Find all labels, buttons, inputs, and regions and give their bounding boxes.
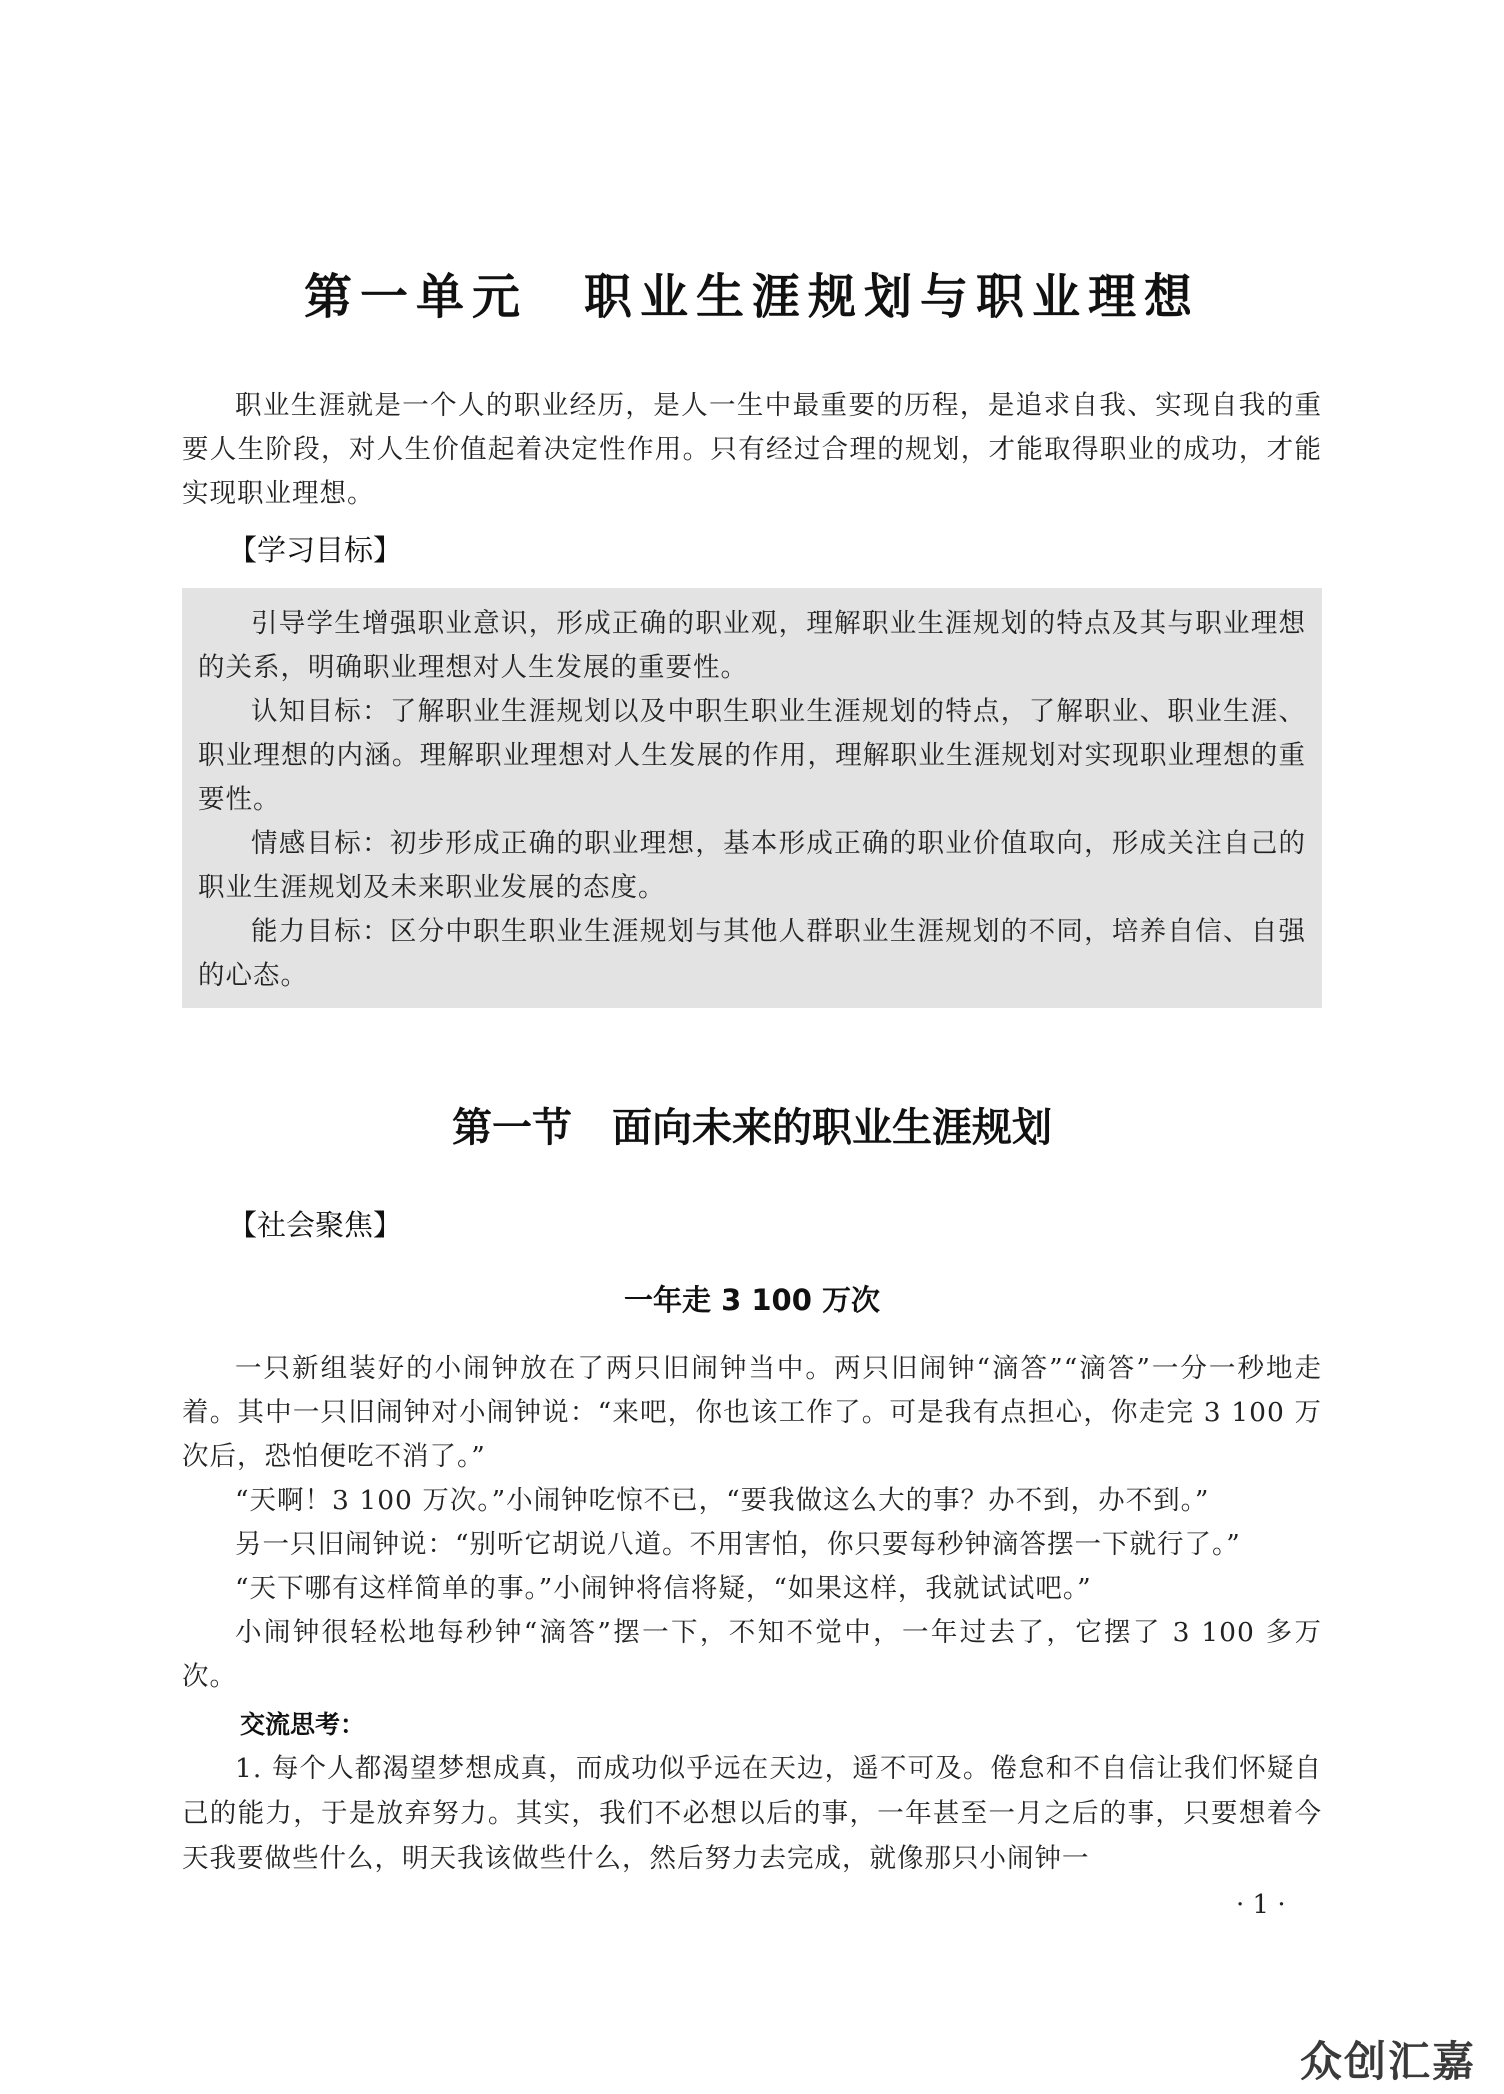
story-body <box>182 1347 1322 1699</box>
unit-title: 第一单元 职业生涯规划与职业理想 <box>303 269 1200 325</box>
story-paragraph: 另一只旧闹钟说：“别听它胡说八道。不用害怕，你只要每秒钟滴答摆一下就行了。” <box>235 1529 1241 1560</box>
social-focus-heading: 【社会聚焦】 <box>228 1208 403 1242</box>
discussion-heading: 交流思考： <box>240 1710 366 1739</box>
watermark-logo: 众创汇嘉 <box>1300 2037 1477 2086</box>
story-title: 一年走 3 100 万次 <box>623 1283 880 1317</box>
learning-goals-box <box>182 588 1322 1008</box>
goal-paragraph: 情感目标：初步形成正确的职业理想，基本形成正确的职业价值取向，形成关注自己的职业生涯规划及未来职业发展的态度。 <box>198 828 1306 903</box>
discussion-body <box>182 1746 1322 1881</box>
page-number: · 1 · <box>1236 1890 1286 1920</box>
goal-paragraph: 能力目标：区分中职生职业生涯规划与其他人群职业生涯规划的不同，培养自信、自强的心态。 <box>198 916 1306 991</box>
intro-paragraph: 职业生涯就是一个人的职业经历，是人一生中最重要的历程，是追求自我、实现自我的重要人生阶段，对人生价值起着决定性作用。只有经过合理的规划，才能取得职业的成功，才能实现职业理想。 <box>182 390 1322 509</box>
learning-goals-heading: 【学习目标】 <box>228 533 403 567</box>
section-title: 第一节 面向未来的职业生涯规划 <box>452 1104 1052 1151</box>
story-paragraph: “天啊！3 100 万次。”小闹钟吃惊不已，“要我做这么大的事？办不到，办不到。” <box>235 1485 1210 1516</box>
story-paragraph: 一只新组装好的小闹钟放在了两只旧闹钟当中。两只旧闹钟“滴答”“滴答”一分一秒地走着。其中一只旧闹钟对小闹钟说：“来吧，你也该工作了。可是我有点担心，你走完 3 100 万次后，恐怕便吃不消了。” <box>182 1353 1322 1472</box>
goal-paragraph: 引导学生增强职业意识，形成正确的职业观，理解职业生涯规划的特点及其与职业理想的关系，明确职业理想对人生发展的重要性。 <box>198 608 1306 683</box>
discussion-item: 1. 每个人都渴望梦想成真，而成功似乎远在天边，遥不可及。倦怠和不自信让我们怀疑自己的能力，于是放弃努力。其实，我们不必想以后的事，一年甚至一月之后的事，只要想着今天我要做些什么，明天我该做些什么，然后努力去完成，就像那只小闹钟一 <box>182 1753 1322 1874</box>
story-paragraph: “天下哪有这样简单的事。”小闹钟将信将疑，“如果这样，我就试试吧。” <box>235 1573 1092 1604</box>
goal-paragraph: 认知目标：了解职业生涯规划以及中职生职业生涯规划的特点，了解职业、职业生涯、职业理想的内涵。理解职业理想对人生发展的作用，理解职业生涯规划对实现职业理想的重要性。 <box>198 696 1306 815</box>
story-paragraph: 小闹钟很轻松地每秒钟“滴答”摆一下，不知不觉中，一年过去了，它摆了 3 100 多万次。 <box>182 1617 1322 1692</box>
